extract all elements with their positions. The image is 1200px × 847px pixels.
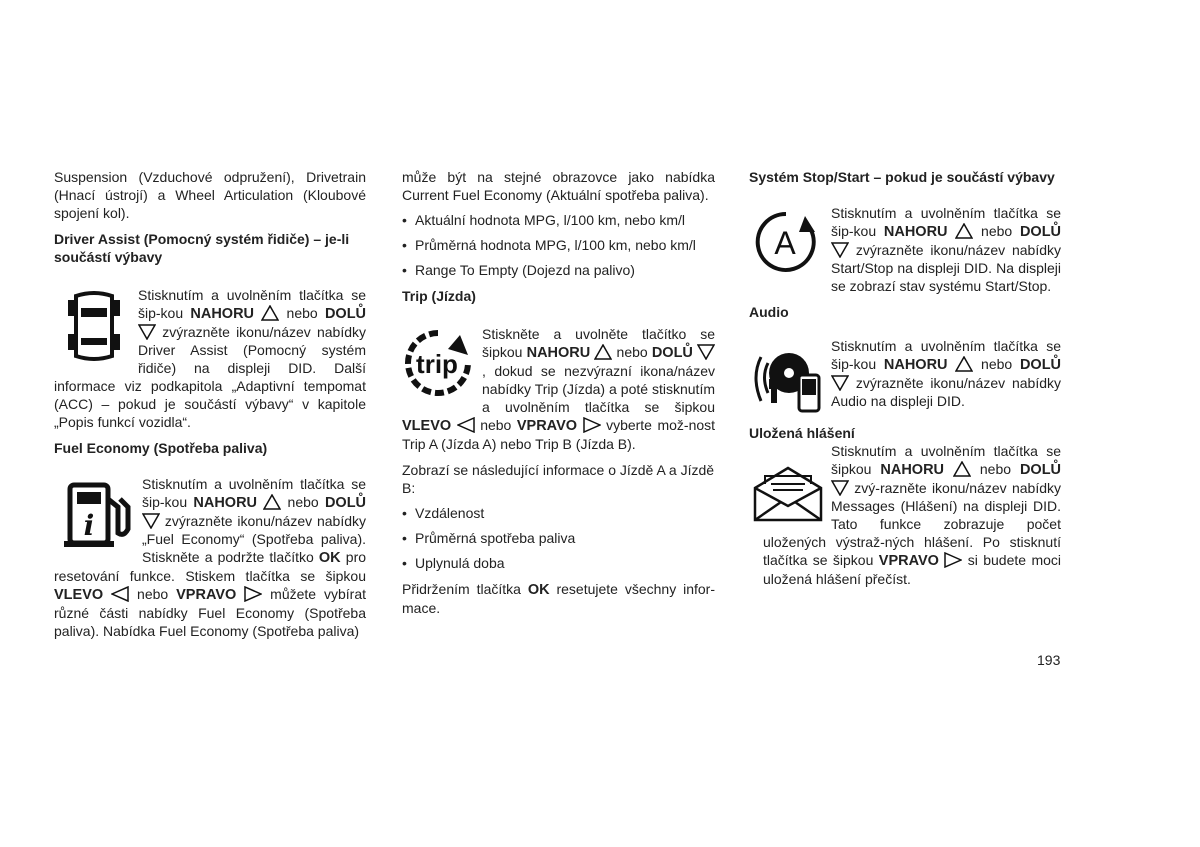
right-arrow-icon — [944, 551, 962, 569]
list-item: • Průměrná hodnota MPG, l/100 km, nebo km/l — [402, 236, 715, 254]
svg-text:A: A — [774, 225, 796, 261]
fuel-economy-continued-text: může být na stejné obrazovce jako nabídka Current Fuel Economy (Aktuální spotřeba paliva). — [402, 169, 715, 203]
up-label: NAHORU — [883, 357, 948, 373]
down-arrow-icon — [138, 323, 156, 341]
column-3 — [749, 168, 1061, 588]
fuel-economy-text: Stisknutím a uvolněním tlačítka se šip-kou NAHORU nebo DOLŮ zvýrazněte ikonu/název nabídky „Fuel Economy“ (Spotřeba paliva). Stiskněte a podržte tlačítko OK pro resetování funkce. Stiskem tlačítka se šipkou VLEVO nebo VPRAVO můžete vybírat různé části nabídky Fuel Economy (Spotřeba paliva). Nabídka Fuel Economy (Spotřeba paliva) — [54, 476, 367, 639]
fuel-economy-section — [54, 465, 366, 640]
envelope-icon — [751, 464, 825, 524]
stop-start-heading: Systém Stop/Start – pokud je součástí výbavy — [749, 169, 1055, 185]
messages-text: Stisknutím a uvolněním tlačítka se šipkou NAHORU nebo DOLŮ zvý-razněte ikonu/název nabídky Messages (Hlášení) na displeji DID. Tato funkce zobrazuje počet uložených výstraž-ných hlášení. Po stisknutí tlačítka se šipkou VPRAVO si budete moci uložená hlášení přečíst. — [763, 443, 1062, 587]
up-arrow-icon — [594, 343, 612, 361]
down-arrow-icon — [697, 343, 715, 361]
left-arrow-icon — [457, 416, 475, 434]
down-arrow-icon — [831, 479, 849, 497]
down-arrow-icon — [142, 512, 160, 530]
right-arrow-icon — [583, 416, 601, 434]
audio-text: Stisknutím a uvolněním tlačítka se šip-kou NAHORU nebo DOLŮ zvýrazněte ikonu/název nabídky Audio na displeji DID. — [831, 338, 1062, 409]
column-1 — [54, 168, 366, 640]
trip-heading: Trip (Jízda) — [402, 288, 476, 304]
driver-assist-section — [54, 274, 366, 431]
left-arrow-icon — [111, 585, 129, 603]
svg-text:i: i — [83, 509, 95, 542]
stop-start-text: Stisknutím a uvolněním tlačítka se šip-kou NAHORU nebo DOLŮ zvýrazněte ikonu/název nabídky Start/Stop na displeji DID. Na displeji se zobrazí stav systému Start/Stop. — [831, 205, 1062, 294]
down-label: DOLŮ — [651, 345, 693, 361]
auto-stop-start-icon — [751, 208, 821, 278]
up-label: NAHORU — [193, 495, 258, 511]
ok-label: OK — [527, 582, 550, 598]
ok-label: OK — [318, 550, 341, 566]
down-arrow-icon — [831, 241, 849, 259]
trip-text: Stiskněte a uvolněte tlačítko se šipkou NAHORU nebo DOLŮ , dokud se nezvýrazní ikona/název nabídky Trip (Jízda) a poté stisknutím a uvolněním tlačítka se šipkou VLEVO nebo VPRAVO vyberte mož-nost Trip A (Jízda A) nebo Trip B (Jízda B). — [402, 326, 716, 452]
up-arrow-icon — [953, 460, 971, 478]
reset-text: Přidržením tlačítka OK resetujete všechny infor-mace. — [402, 581, 715, 616]
up-arrow-icon — [955, 355, 973, 373]
right-label: VPRAVO — [516, 418, 578, 434]
down-label: DOLŮ — [324, 306, 367, 322]
down-arrow-icon — [831, 374, 849, 392]
up-arrow-icon — [261, 304, 279, 322]
driver-assist-heading: Driver Assist (Pomocný systém řidiče) – je-li součástí výbavy — [54, 231, 350, 265]
list-item: • Aktuální hodnota MPG, l/100 km, nebo km/l — [402, 211, 715, 229]
left-label: VLEVO — [402, 418, 452, 434]
audio-heading: Audio — [749, 304, 789, 320]
up-arrow-icon — [263, 493, 281, 511]
up-label: NAHORU — [190, 306, 255, 322]
trip-icon — [402, 327, 474, 399]
audio-icon — [749, 343, 825, 415]
driver-assist-car-icon — [54, 286, 134, 366]
page-number: 193 — [1037, 652, 1061, 668]
column-2 — [402, 168, 715, 617]
list-item: • Range To Empty (Dojezd na palivo) — [402, 261, 715, 279]
messages-section — [749, 442, 1061, 588]
audio-section — [749, 329, 1061, 410]
right-label: VPRAVO — [878, 553, 939, 569]
right-arrow-icon — [244, 585, 262, 603]
down-label: DOLŮ — [1019, 357, 1062, 373]
suspension-text: Suspension (Vzduchové odpružení), Drivetrain (Hnací ústrojí) a Wheel Articulation (Kloubové spojení kol). — [54, 169, 366, 221]
trip-info-list — [402, 504, 715, 572]
trip-follow-text: Zobrazí se následující informace o Jízdě A a Jízdě B: — [402, 462, 715, 496]
up-label: NAHORU — [880, 462, 945, 478]
driver-assist-text: Stisknutím a uvolněním tlačítka se šip-kou NAHORU nebo DOLŮ zvýrazněte ikonu/název nabídky Driver Assist (Pomocný systém řidiče) na displeji DID. Další informace viz podkapitola „Adaptivní tempomat (ACC) – pokud je součástí výbavy“ v kapitole „Popis funkcí vozidla“. — [54, 287, 367, 430]
fuel-economy-heading: Fuel Economy (Spotřeba paliva) — [54, 440, 268, 456]
svg-text:trip: trip — [416, 349, 458, 379]
up-label: NAHORU — [883, 224, 948, 240]
left-label: VLEVO — [54, 587, 104, 603]
stop-start-section — [749, 194, 1061, 295]
down-label: DOLŮ — [324, 495, 367, 511]
down-label: DOLŮ — [1019, 462, 1062, 478]
fuel-info-list — [402, 211, 715, 279]
right-label: VPRAVO — [176, 587, 237, 603]
down-label: DOLŮ — [1019, 224, 1062, 240]
list-item: • Vzdálenost — [402, 504, 715, 522]
up-arrow-icon — [955, 222, 973, 240]
list-item: • Uplynulá doba — [402, 554, 715, 572]
messages-heading: Uložená hlášení — [749, 425, 855, 441]
list-item: • Průměrná spotřeba paliva — [402, 529, 715, 547]
fuel-pump-icon — [58, 477, 138, 557]
trip-section — [402, 313, 715, 453]
up-label: NAHORU — [526, 345, 591, 361]
